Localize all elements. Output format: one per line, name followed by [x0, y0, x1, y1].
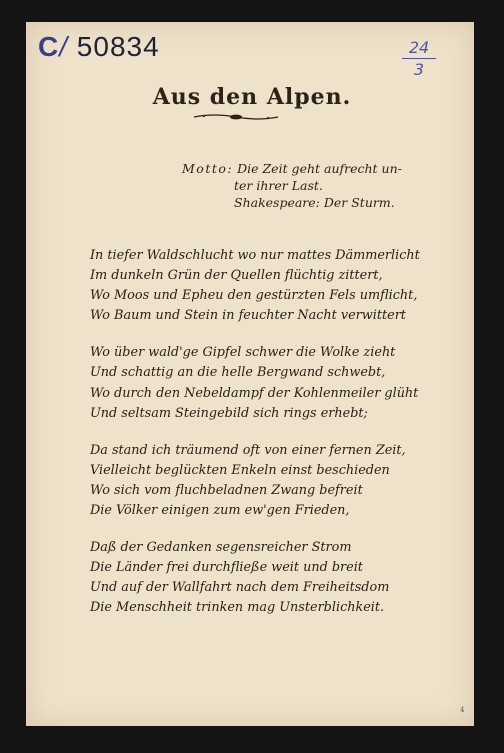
- verse-line: Wo über wald'ge Gipfel schwer die Wolke zieht: [90, 345, 396, 361]
- stanza: [90, 538, 420, 618]
- verse-line: Im dunkeln Grün der Quellen flüchtig zittert,: [90, 268, 383, 284]
- corner-mark: 4: [460, 706, 465, 714]
- verse-line: Die Völker einigen zum ew'gen Frieden,: [90, 503, 350, 519]
- verse-line: Und schattig an die helle Bergwand schwebt,: [90, 365, 386, 381]
- motto-attribution: Shakespeare: Der Sturm.: [234, 195, 395, 210]
- motto-line-1: [182, 160, 412, 177]
- verse-line: Wo Moos und Epheu den gestürzten Fels umflicht,: [90, 288, 418, 304]
- verse-line: Die Länder frei durchfließe weit und breit: [90, 560, 363, 576]
- verse-line: Wo durch den Nebeldampf der Kohlenmeiler glüht: [90, 385, 419, 401]
- pencil-annotation-bottom: 3: [402, 58, 436, 80]
- verse-line: Daß der Gedanken segensreicher Strom: [90, 540, 352, 556]
- motto-text-1: Die Zeit geht aufrecht un-: [237, 161, 402, 176]
- stanza: [90, 343, 420, 423]
- verse-line: Die Menschheit trinken mag Unsterblichkeit.: [90, 600, 385, 616]
- stamp-number: 50834: [76, 31, 160, 62]
- stanza: [90, 441, 420, 521]
- motto-line-2: ter ihrer Last.: [234, 178, 323, 193]
- ornament-divider-icon: [192, 112, 280, 122]
- verse-line: Da stand ich träumend oft von einer fernen Zeit,: [90, 442, 406, 458]
- stanza: [90, 246, 420, 326]
- page-title: Aus den Alpen.: [152, 84, 352, 110]
- pencil-annotation: [402, 37, 436, 80]
- stamp-slash-icon: /: [59, 31, 69, 62]
- motto-label: Motto:: [182, 161, 234, 176]
- motto-block: [182, 160, 412, 211]
- verse-line: Und auf der Wallfahrt nach dem Freiheitsdom: [90, 580, 390, 596]
- verse-line: Wo sich vom fluchbeladnen Zwang befreit: [90, 482, 363, 498]
- archive-stamp: [38, 31, 160, 63]
- pencil-annotation-top: 24: [408, 38, 430, 57]
- poem: [90, 246, 420, 636]
- verse-line: Wo Baum und Stein in feuchter Nacht verwittert: [90, 308, 406, 324]
- verse-line: In tiefer Waldschlucht wo nur mattes Dämmerlicht: [90, 248, 420, 263]
- verse-line: Und seltsam Steingebild sich rings erhebt;: [90, 405, 368, 421]
- stamp-prefix: C: [38, 31, 60, 62]
- verse-line: Vielleicht beglückten Enkeln einst beschieden: [90, 462, 390, 478]
